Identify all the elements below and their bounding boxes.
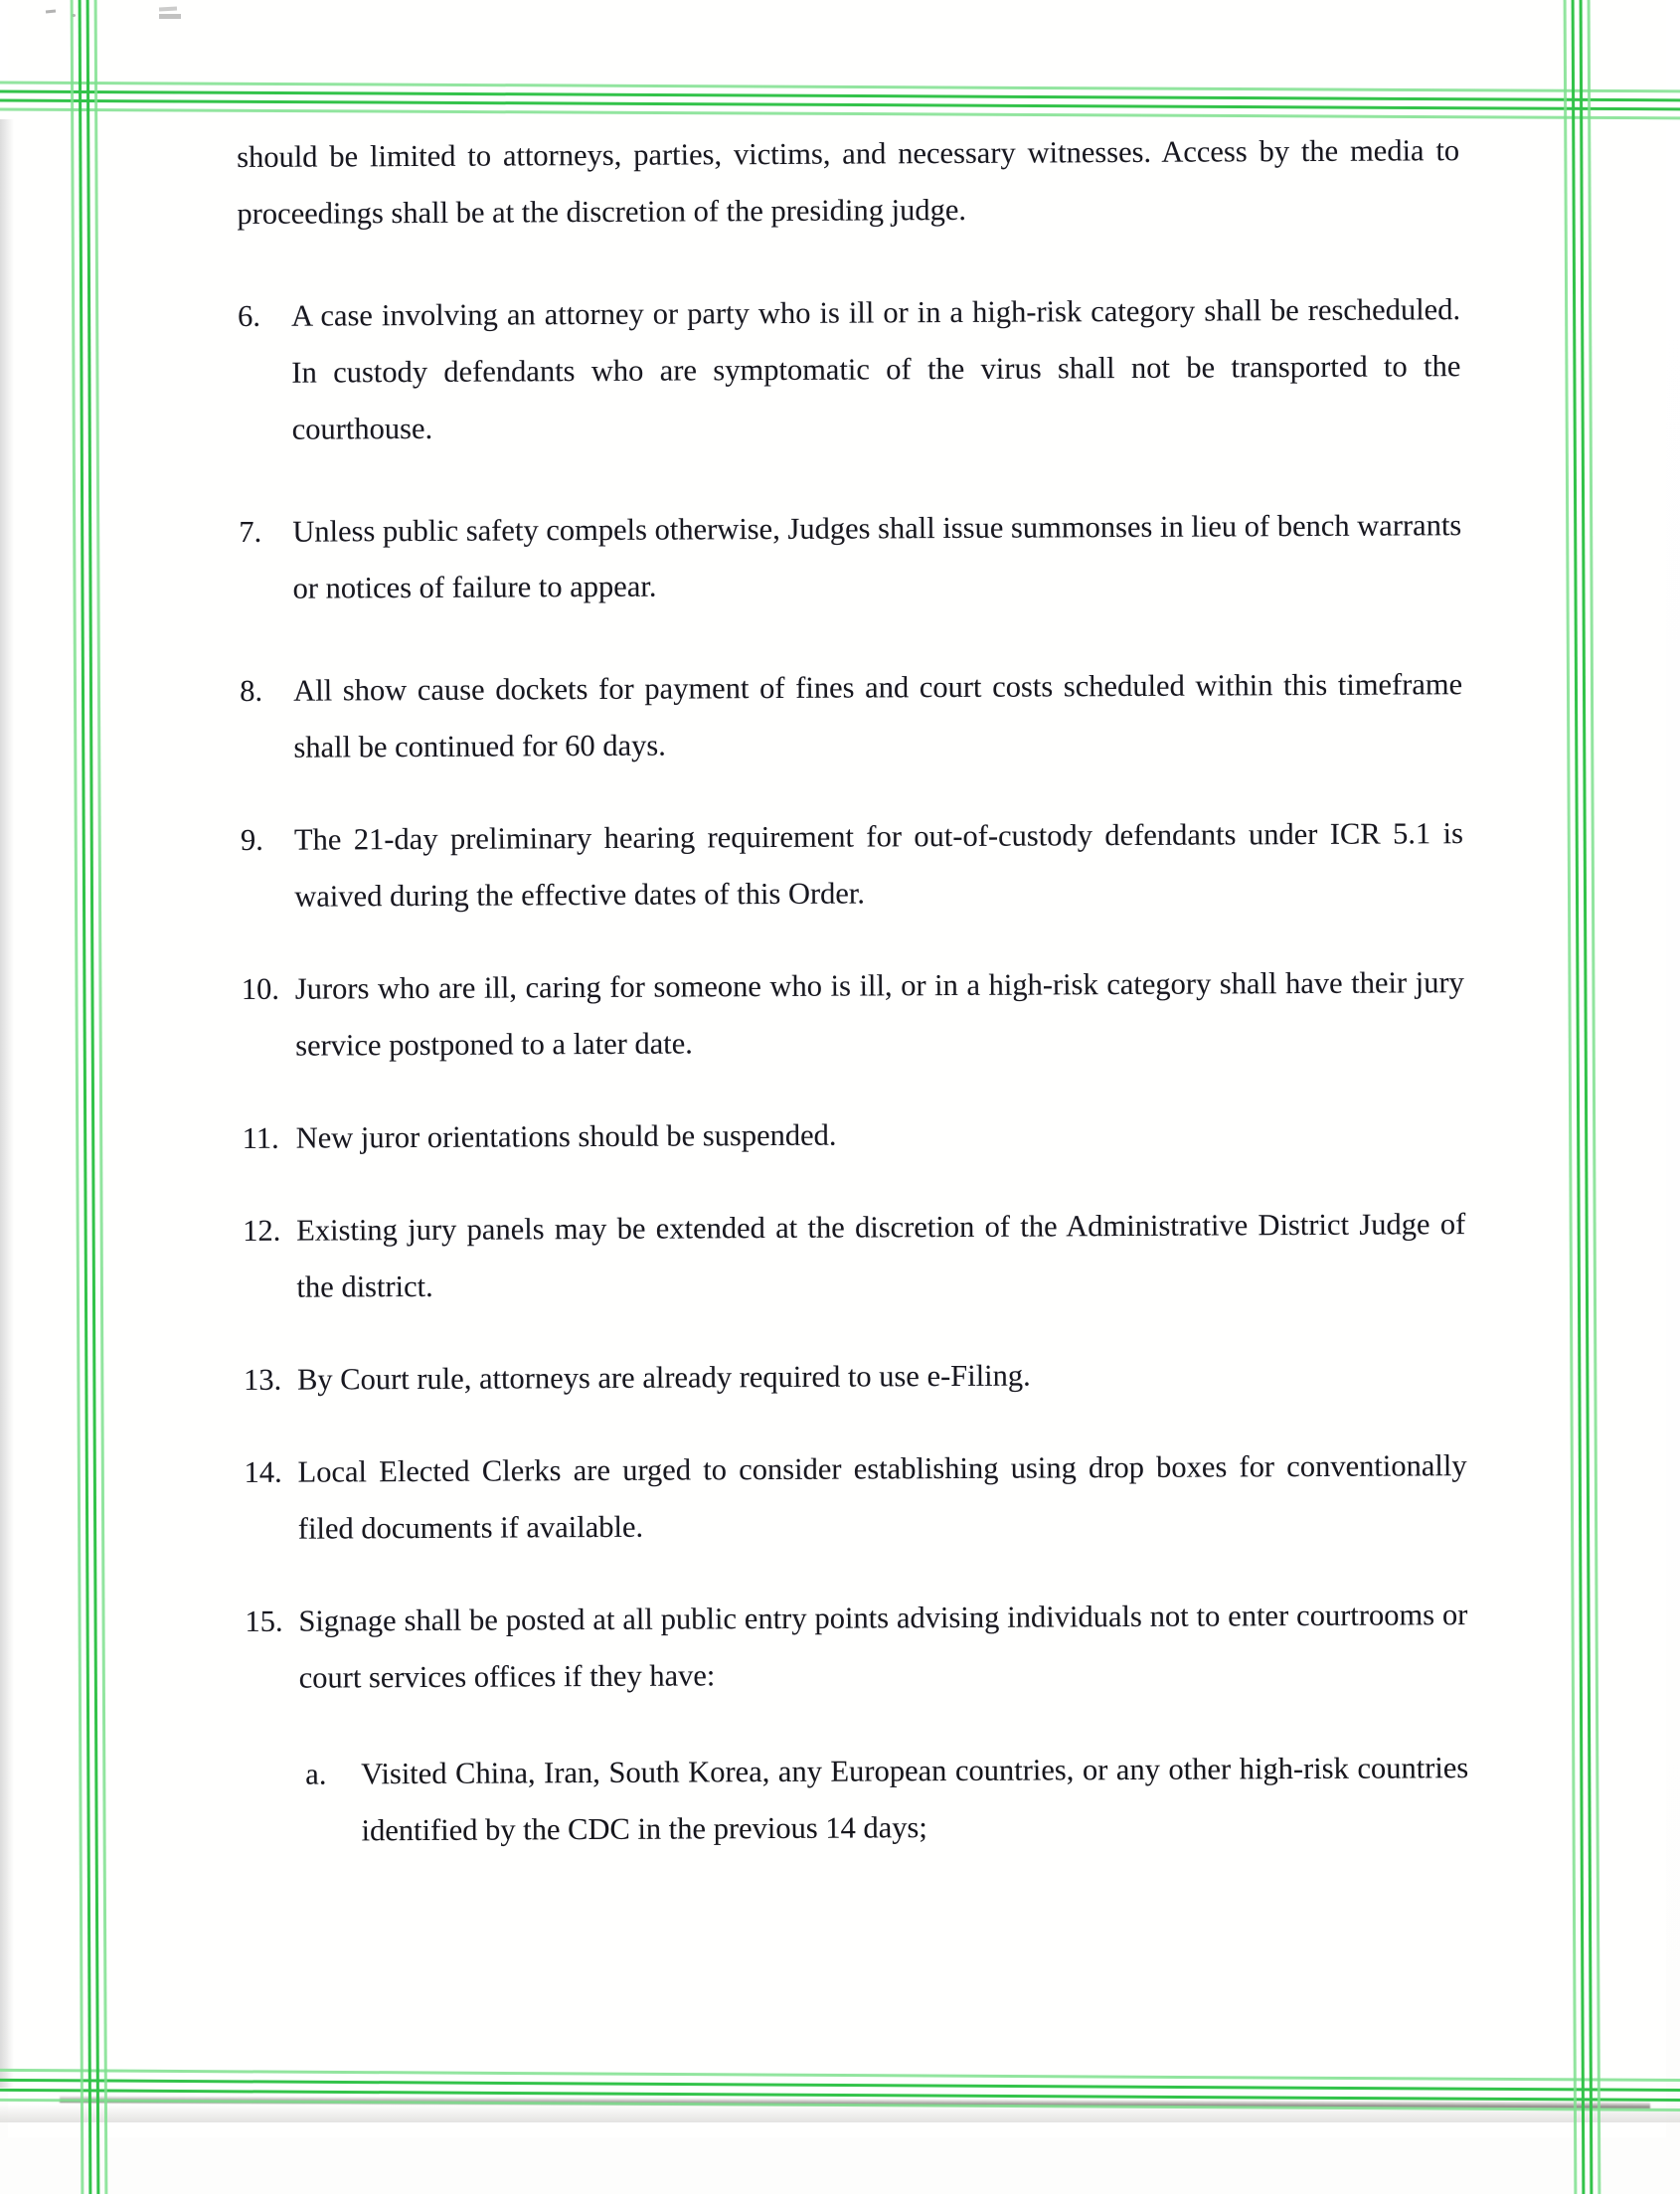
list-item bbox=[243, 1196, 1466, 1316]
scan-speck bbox=[72, 14, 76, 17]
list-item-text: All show cause dockets for payment of fines and court costs scheduled within this timeframe shall be continued for 60 days. bbox=[293, 667, 1463, 764]
list-item-marker: 14. bbox=[244, 1454, 282, 1489]
list-item bbox=[242, 954, 1465, 1075]
list-item-text: A case involving an attorney or party who is ill or in a high-risk category shall be rescheduled. In custody defendants who are symptomatic of the virus shall not be transported to the courthouse. bbox=[290, 292, 1461, 446]
list-item-text: New juror orientations should be suspended. bbox=[295, 1117, 837, 1155]
sub-list-item bbox=[305, 1740, 1469, 1860]
list-item-marker: 9. bbox=[240, 822, 263, 857]
list-item-text: Jurors who are ill, caring for someone who is ill, or in a high-risk category shall have their jury service postponed to a later date. bbox=[294, 965, 1464, 1063]
list-item bbox=[244, 1437, 1467, 1558]
list-item-text: Unless public safety compels otherwise, Judges shall issue summonses in lieu of bench warrants or notices of failure to appear. bbox=[292, 508, 1462, 605]
scan-speck bbox=[159, 14, 181, 19]
scan-edge-shadow-left bbox=[0, 119, 14, 2088]
sub-list-item-text: Visited China, Iran, South Korea, any European countries, or any other high-risk countries identified by the CDC in the previous 14 days; bbox=[361, 1751, 1469, 1848]
list-item-marker: 10. bbox=[241, 971, 280, 1006]
list-item bbox=[241, 805, 1464, 926]
sub-list-item-marker: a. bbox=[305, 1757, 327, 1791]
sub-list bbox=[246, 1740, 1469, 1860]
list-item-marker: 13. bbox=[243, 1362, 282, 1397]
list-item bbox=[240, 656, 1463, 776]
list-item-marker: 15. bbox=[245, 1603, 283, 1638]
list-item-marker: 7. bbox=[239, 514, 262, 549]
continuation-paragraph: should be limited to attorneys, parties, victims, and necessary witnesses. Access by the media to proceedings shall be at the discretion of the presiding judge. bbox=[237, 133, 1460, 231]
list-item-marker: 11. bbox=[242, 1120, 279, 1155]
list-item-text: Existing jury panels may be extended at the discretion of the Administrative District Judge of the district. bbox=[296, 1207, 1466, 1304]
list-item bbox=[244, 1345, 1466, 1409]
list-item-marker: 12. bbox=[243, 1213, 281, 1248]
list-item-text: The 21-day preliminary hearing requirement for out-of-custody defendants under ICR 5.1 is waived during the effective dates of this Order. bbox=[293, 816, 1464, 914]
list-item-text: By Court rule, attorneys are already required to use e-Filing. bbox=[296, 1358, 1031, 1397]
document-text-body bbox=[237, 122, 1469, 1860]
list-item-marker: 6. bbox=[237, 298, 261, 333]
list-item bbox=[243, 1103, 1465, 1167]
list-item-text: Signage shall be posted at all public entry points advising individuals not to enter courtrooms or court services offices if they have: bbox=[298, 1598, 1468, 1695]
list-item-marker: 8. bbox=[240, 673, 263, 708]
list-item bbox=[239, 497, 1462, 617]
list-item bbox=[238, 281, 1461, 458]
list-item bbox=[245, 1587, 1468, 1707]
list-item-text: Local Elected Clerks are urged to consider establishing using drop boxes for conventionally filed documents if available. bbox=[297, 1448, 1467, 1546]
